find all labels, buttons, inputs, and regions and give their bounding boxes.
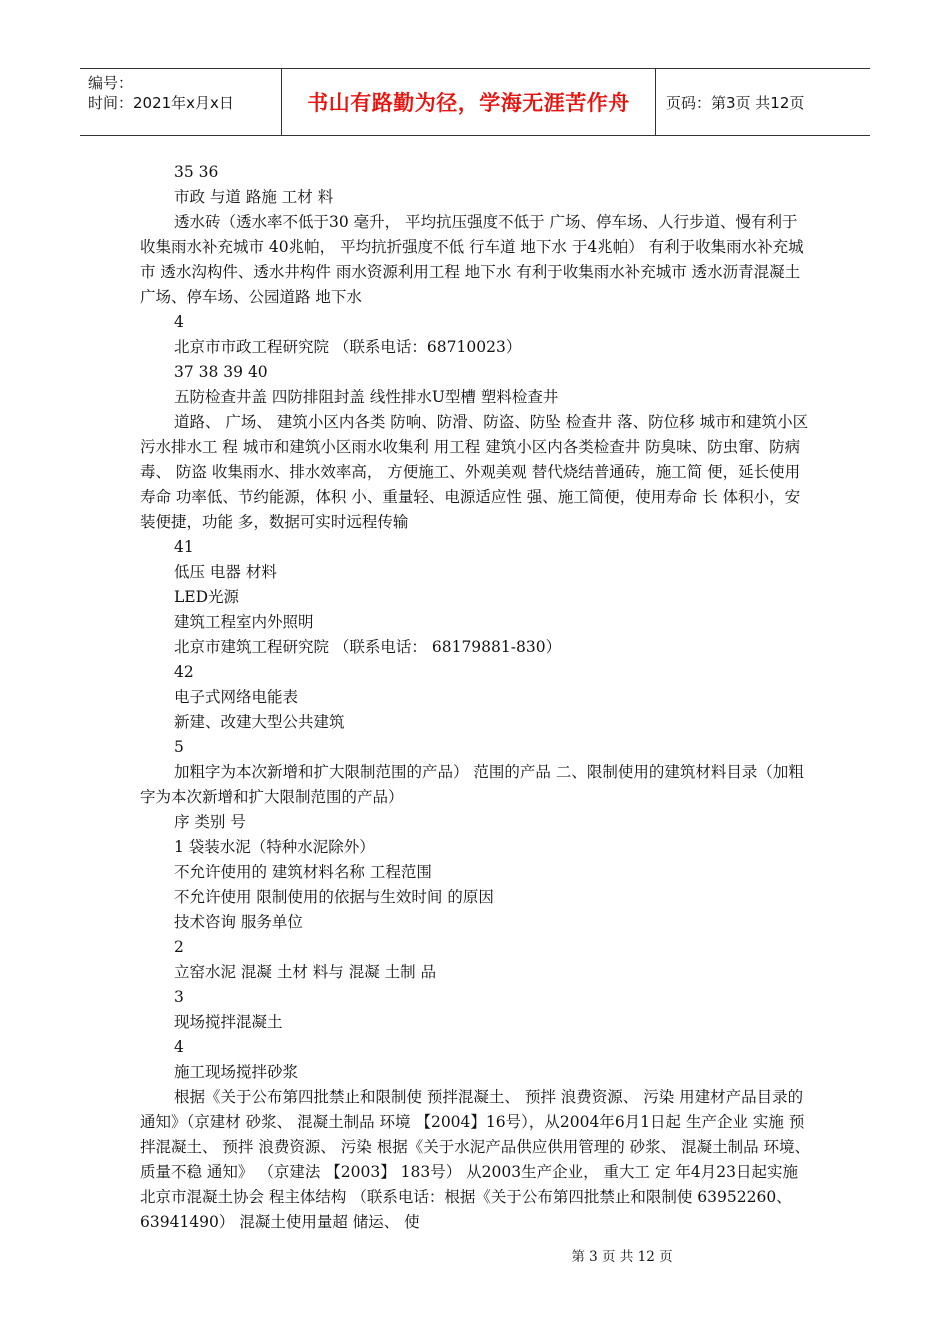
text-line: 4 — [174, 313, 184, 331]
text-line: 新建、改建大型公共建筑 — [174, 713, 345, 731]
page-header — [80, 68, 870, 136]
text-paragraph: 根据《关于公布第四批禁止和限制使 预拌混凝土、 预拌 浪费资源、 污染 用建材产品目录的通知》（京建材 砂浆、 混凝土制品 环境 【2004】16号），从2004年6月1日起 生产企业 实施 预拌混凝土、 预拌 浪费资源、 污染 根据《关于水泥产品供应供用管理的 砂浆、 混凝土制品 环境、 质量不稳 通知》 （京建法 【2003】 183号） 从2003生产企业， 重大工 定 年4月23日起实施 北京市混凝土协会 程主体结构 （联系电话：根据《关于公布第四批禁止和限制使 63952260、 63941490） 混凝土使用量超 储运、 使 — [140, 1088, 810, 1231]
text-line: 序 类别 号 — [174, 813, 246, 831]
text-line: 2 — [174, 938, 184, 956]
text-line: 1 袋装水泥（特种水泥除外） — [174, 838, 375, 856]
text-line: 北京市建筑工程研究院 （联系电话： 68179881-830） — [174, 638, 562, 656]
text-line: 4 — [174, 1038, 184, 1056]
text-line: 42 — [174, 663, 194, 681]
text-line: 35 36 — [174, 163, 219, 181]
header-page-info: 页码：第3页 共12页 — [666, 93, 805, 112]
text-line: 不允许使用的 建筑材料名称 工程范围 — [174, 863, 432, 881]
text-line: 37 38 39 40 — [174, 363, 268, 381]
text-line: 电子式网络电能表 — [174, 688, 299, 706]
header-meta — [80, 69, 282, 135]
text-paragraph: 透水砖（透水率不低于30 毫升， 平均抗压强度不低于 广场、停车场、人行步道、慢有利于收集雨水补充城市 40兆帕， 平均抗折强度不低 行车道 地下水 于4兆帕） 有利于收集雨水补充城市 透水沟构件、透水井构件 雨水资源利用工程 地下水 有利于收集雨水补充城市 透水沥青混凝土 广场、停车场、公园道路 地下水 — [140, 213, 804, 306]
text-paragraph: 道路、 广场、 建筑小区内各类 防响、防滑、防盗、防坠 检查井 落、防位移 城市和建筑小区污水排水工 程 城市和建筑小区雨水收集利 用工程 建筑小区内各类检查井 防臭味、防虫窜、防病毒、 防盗 收集雨水、排水效率高， 方便施工、外观美观 替代烧结普通砖，施工简 便，延长使用寿命 功率低、节约能源，体积 小、重量轻、电源适应性 强、施工简便，使用寿命 长 体积小，安装便捷，功能 多，数据可实时远程传输 — [140, 413, 809, 531]
text-line: 现场搅拌混凝土 — [174, 1013, 283, 1031]
page-footer: 第 3 页 共 12 页 — [571, 1249, 673, 1265]
text-line: 市政 与道 路施 工材 料 — [174, 188, 334, 206]
text-line: 41 — [174, 538, 194, 556]
text-line: 立窑水泥 混凝 土材 料与 混凝 土制 品 — [174, 963, 437, 981]
text-line: 施工现场搅拌砂浆 — [174, 1063, 299, 1081]
text-line: 不允许使用 限制使用的依据与生效时间 的原因 — [174, 888, 494, 906]
text-line: 3 — [174, 988, 184, 1006]
text-line: 北京市市政工程研究院 （联系电话：68710023） — [174, 338, 522, 356]
text-line: LED光源 — [174, 588, 240, 606]
document-date: 时间：2021年x月x日 — [88, 94, 234, 112]
text-line: 5 — [174, 738, 184, 756]
text-line: 五防检查井盖 四防排阻封盖 线性排水U型槽 塑料检查井 — [174, 388, 559, 406]
text-paragraph: 加粗字为本次新增和扩大限制范围的产品） 范围的产品 二、限制使用的建筑材料目录（加粗字为本次新增和扩大限制范围的产品） — [140, 763, 804, 806]
text-line: 低压 电器 材料 — [174, 563, 277, 581]
text-line: 技术咨询 服务单位 — [174, 913, 303, 931]
header-motto: 书山有路勤为径，学海无涯苦作舟 — [282, 69, 656, 135]
text-line: 建筑工程室内外照明 — [174, 613, 314, 631]
document-number-label: 编号： — [88, 74, 134, 92]
document-body — [140, 160, 812, 1235]
